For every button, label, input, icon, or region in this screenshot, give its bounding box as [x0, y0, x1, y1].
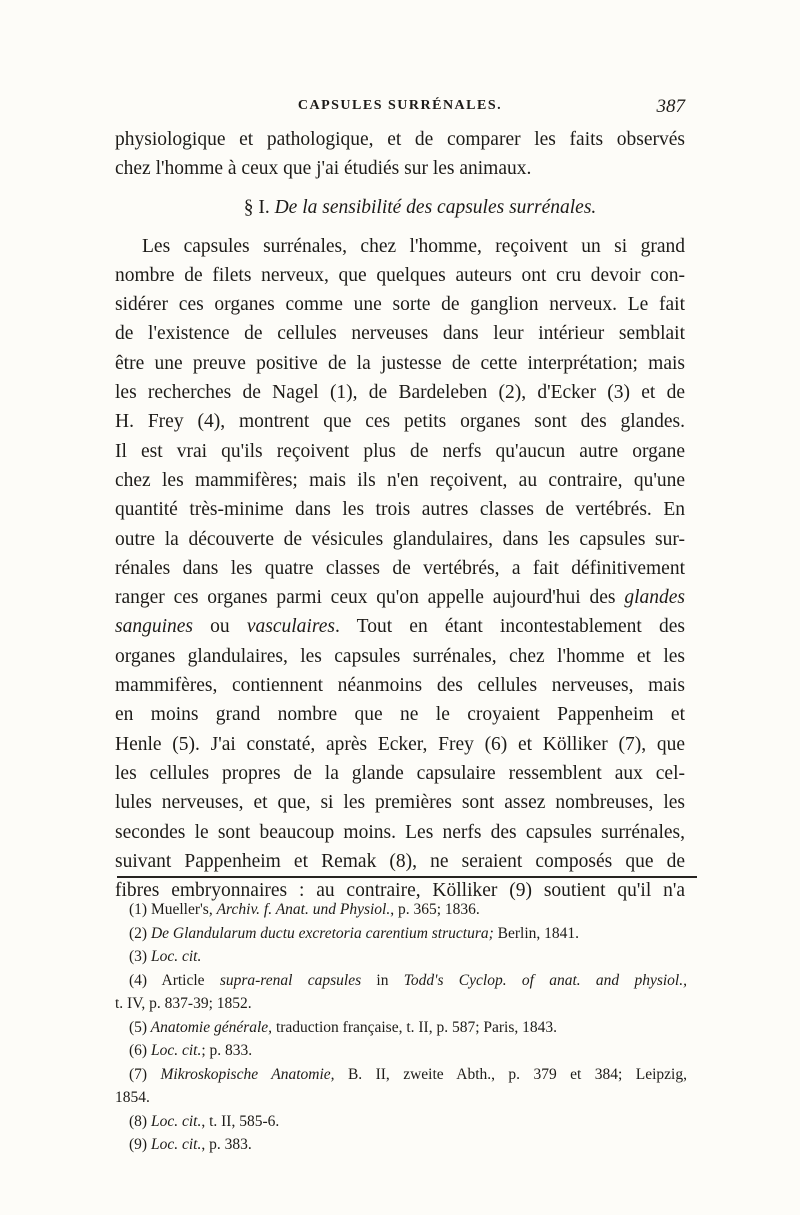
footnote-italic: Anatomie générale,	[147, 1018, 273, 1036]
text-line: chez l'homme à ceux que j'ai étudiés sur les animaux.	[115, 158, 532, 180]
italic-term: glandes	[624, 587, 685, 609]
footnote-text: , t. II, 585-6.	[201, 1112, 280, 1130]
section-title: De la sensibilité des capsules surrénales.	[274, 196, 597, 218]
running-head-title: CAPSULES SURRÉNALES.	[297, 98, 503, 113]
text-line: les cellules propres de la glande capsulaire ressemblent aux cel-	[115, 762, 685, 784]
text-line: nombre de filets nerveux, que quelques auteurs ont cru devoir con-	[115, 264, 685, 286]
section-heading	[115, 184, 685, 232]
text-line: organes glandulaires, les capsules surrénales, chez l'homme et les	[115, 645, 685, 667]
text-segment: ou	[193, 616, 247, 638]
footnote-text: , p. 383.	[201, 1136, 252, 1153]
footnote-text: B. II, zweite Abth., p. 379 et 384; Leipzig,	[334, 1065, 687, 1083]
text-segment: ranger ces organes parmi ceux qu'on appelle aujourd'hui des	[115, 587, 625, 609]
main-text	[115, 125, 685, 905]
footnote-text: traduction française, t. II, p. 587; Paris, 1843.	[272, 1018, 558, 1036]
footnote-number: (1)	[129, 901, 148, 918]
text-line: Il est vrai qu'ils reçoivent plus de nerfs qu'aucun autre organe	[115, 440, 685, 462]
footnote-9	[115, 1133, 687, 1157]
text-line: outre la découverte de vésicules glandulaires, dans les capsules sur-	[115, 528, 685, 550]
footnote-italic: Loc. cit.	[147, 1112, 202, 1130]
footnote-number: (2)	[129, 924, 148, 942]
footnote-text: Article	[147, 971, 220, 989]
footnote-2	[115, 922, 687, 946]
footnote-3	[115, 945, 687, 969]
text-line: physiologique et pathologique, et de comparer les faits observés	[115, 129, 685, 150]
footnote-7	[115, 1063, 687, 1087]
footnote-italic: supra-renal capsules	[219, 971, 362, 989]
footnote-italic: Loc. cit.	[147, 1042, 202, 1059]
text-line: sidérer ces organes comme une sorte de ganglion nerveux. Le fait	[115, 294, 685, 316]
text-line: secondes le sont beaucoup moins. Les nerfs des capsules surrénales,	[115, 821, 685, 843]
text-line	[115, 612, 685, 641]
footnote-divider	[117, 876, 697, 878]
text-line: quantité très-minime dans les trois autres classes de vertébrés. En	[115, 499, 685, 521]
footnote-number: (3)	[129, 948, 148, 965]
footnote-italic: Mikroskopische Anatomie,	[147, 1065, 335, 1083]
text-segment: . Tout en étant incontestablement des	[334, 616, 685, 638]
footnote-italic: Todd's Cyclop. of anat. and physiol.,	[403, 971, 687, 989]
footnote-number: (7)	[129, 1065, 148, 1083]
footnote-italic: Loc. cit.	[147, 1136, 202, 1153]
footnote-italic: Archiv. f. Anat. und Physiol.	[216, 901, 391, 918]
footnote-text: in	[361, 971, 404, 989]
footnote-4-continued: t. IV, p. 837-39; 1852.	[115, 995, 252, 1012]
footnote-number: (8)	[129, 1112, 148, 1130]
text-line: H. Frey (4), montrent que ces petits organes sont des glandes.	[115, 411, 685, 433]
text-line: Henle (5). J'ai constaté, après Ecker, Frey (6) et Kölliker (7), que	[115, 733, 685, 755]
footnote-5	[115, 1016, 687, 1040]
text-line: Les capsules surrénales, chez l'homme, reçoivent un si grand	[142, 235, 685, 257]
section-number: § I.	[243, 196, 270, 218]
text-line	[115, 583, 685, 612]
text-line: les recherches de Nagel (1), de Bardeleben (2), d'Ecker (3) et de	[115, 382, 685, 404]
footnote-number: (5)	[129, 1018, 148, 1036]
footnote-1	[115, 898, 687, 922]
text-line: de l'existence de cellules nerveuses dans leur intérieur semblait	[115, 323, 685, 345]
italic-term: sanguines	[115, 616, 193, 638]
text-line: en moins grand nombre que ne le croyaient Pappenheim et	[115, 704, 685, 726]
text-line: rénales dans les quatre classes de vertébrés, a fait définitivement	[115, 557, 685, 579]
footnote-text: Berlin, 1841.	[493, 924, 580, 942]
text-line: être une preuve positive de la justesse de cette interprétation; mais	[115, 352, 685, 374]
footnote-italic: Loc. cit.	[147, 948, 202, 965]
footnote-8	[115, 1110, 687, 1134]
text-line: chez les mammifères; mais ils n'en reçoivent, au contraire, qu'une	[115, 469, 685, 491]
text-line: mammifères, contiennent néanmoins des cellules nerveuses, mais	[115, 675, 685, 697]
footnote-7-continued: 1854.	[115, 1089, 150, 1106]
footnote-number: (6)	[129, 1042, 148, 1059]
footnote-italic: De Glandularum ductu excretoria carentium structura;	[150, 924, 494, 942]
footnote-text: ; p. 833.	[201, 1042, 253, 1059]
footnote-text: Mueller's,	[147, 901, 217, 918]
italic-term: vasculaires	[246, 616, 335, 638]
text-line: lules nerveuses, et que, si les premières sont assez nombreuses, les	[115, 792, 685, 814]
footnote-text: , p. 365; 1836.	[390, 901, 480, 918]
footnote-number: (9)	[129, 1136, 148, 1153]
text-line: fibres embryonnaires : au contraire, Kölliker (9) soutient qu'il n'a	[115, 880, 685, 902]
footnote-4	[115, 969, 687, 993]
text-line: suivant Pappenheim et Remak (8), ne seraient composés que de	[115, 850, 685, 872]
running-head	[115, 98, 685, 122]
footnote-6	[115, 1039, 687, 1063]
page-number: 387	[656, 96, 685, 117]
footnote-number: (4)	[129, 971, 148, 989]
footnotes	[115, 898, 687, 1157]
